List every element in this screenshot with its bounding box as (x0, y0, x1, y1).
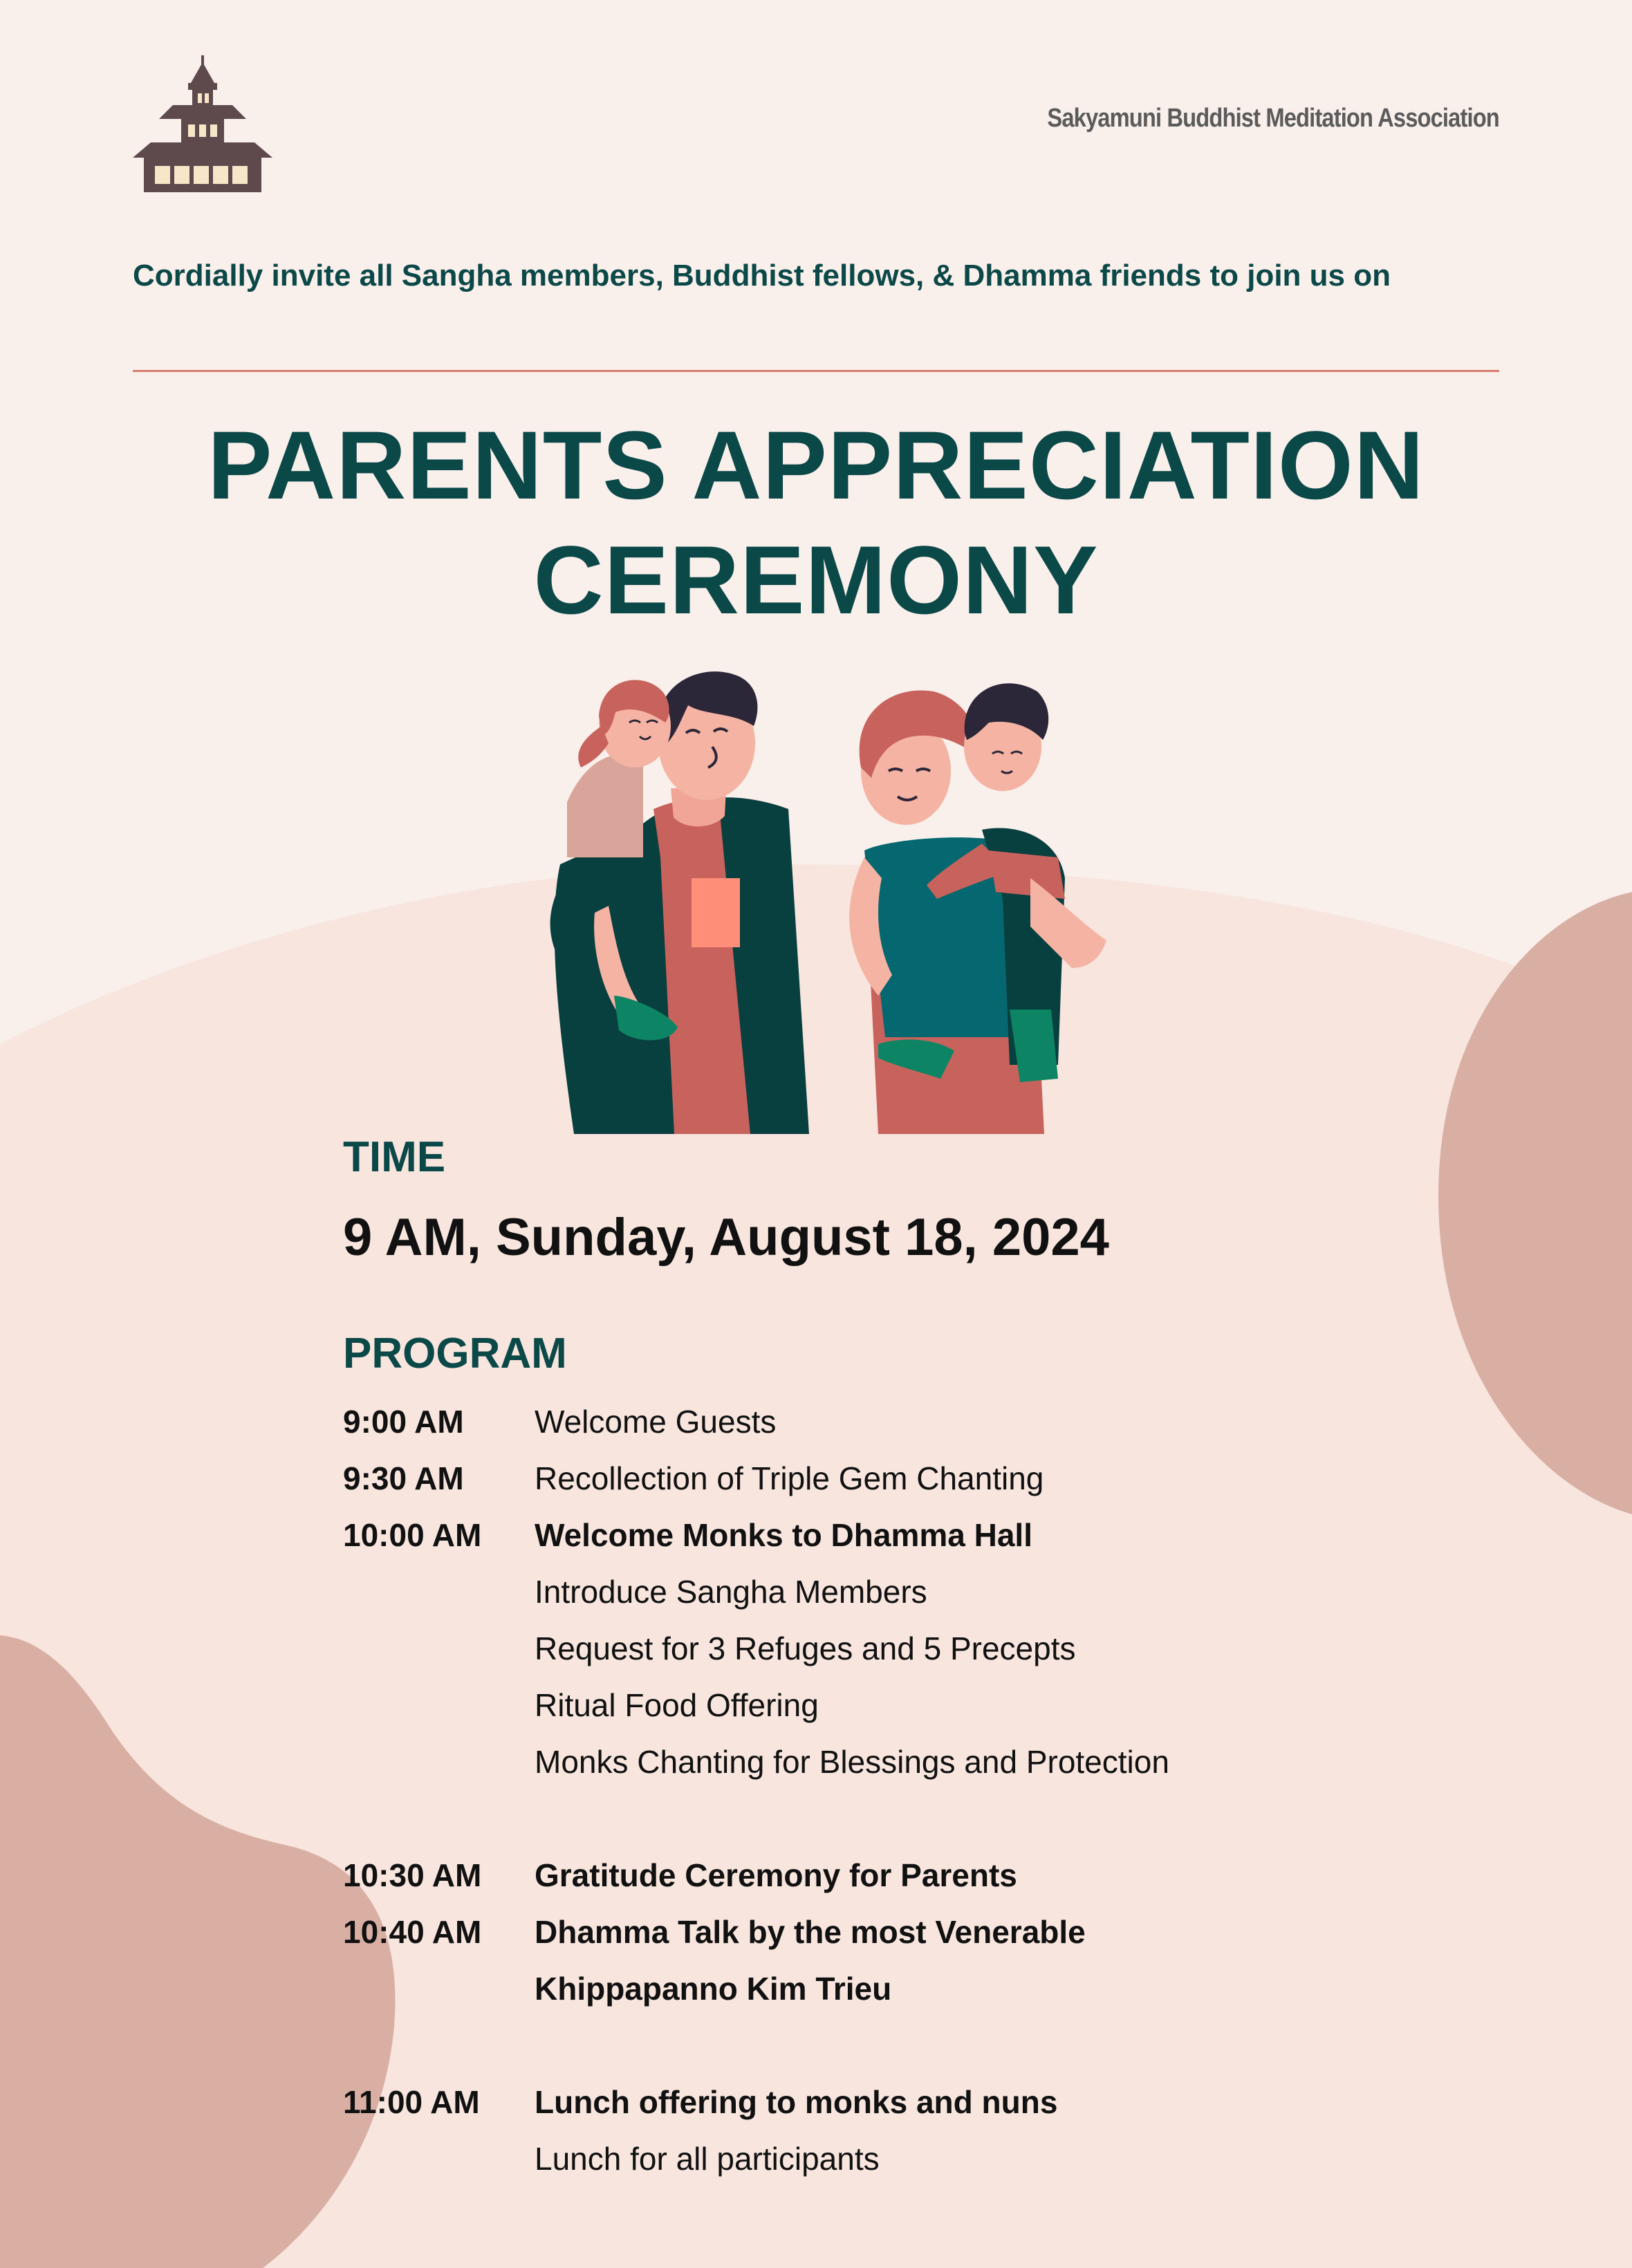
invitation-text: Cordially invite all Sangha members, Buddhist fellows, & Dhamma friends to join us on (133, 259, 1391, 292)
family-illustration (505, 650, 1127, 1148)
program-activity: Request for 3 Refuges and 5 Precepts (535, 1630, 1076, 1666)
program-time: 10:40 AM (343, 1914, 482, 1950)
divider (133, 370, 1499, 372)
program-activity: Khippapanno Kim Trieu (535, 1971, 892, 2007)
program-time: 9:00 AM (343, 1404, 464, 1440)
program-activity: Lunch offering to monks and nuns (535, 2084, 1058, 2120)
program-activity: Gratitude Ceremony for Parents (535, 1857, 1017, 1893)
program-time: 10:30 AM (343, 1857, 482, 1893)
title-line-1: PARENTS APPRECIATION (207, 411, 1425, 519)
program-activity: Ritual Food Offering (535, 1687, 819, 1723)
program-time: 11:00 AM (343, 2084, 480, 2120)
program-activity: Dhamma Talk by the most Venerable (535, 1914, 1086, 1950)
pagoda-icon (130, 55, 275, 198)
program-time: 9:30 AM (343, 1460, 464, 1496)
program-activity: Monks Chanting for Blessings and Protection (535, 1744, 1169, 1780)
title-line-2: CEREMONY (533, 526, 1099, 634)
program-label: PROGRAM (343, 1330, 567, 1377)
time-label: TIME (343, 1133, 446, 1181)
event-datetime: 9 AM, Sunday, August 18, 2024 (343, 1208, 1109, 1267)
program-time: 10:00 AM (343, 1517, 482, 1553)
organization-name: Sakyamuni Buddhist Meditation Association (1047, 104, 1499, 133)
program-activity: Welcome Monks to Dhamma Hall (535, 1517, 1032, 1553)
program-activity: Introduce Sangha Members (535, 1574, 927, 1610)
page-title (0, 408, 1632, 638)
program-activity: Welcome Guests (535, 1404, 777, 1440)
program-activity: Lunch for all participants (535, 2141, 880, 2177)
program-activity: Recollection of Triple Gem Chanting (535, 1460, 1044, 1496)
